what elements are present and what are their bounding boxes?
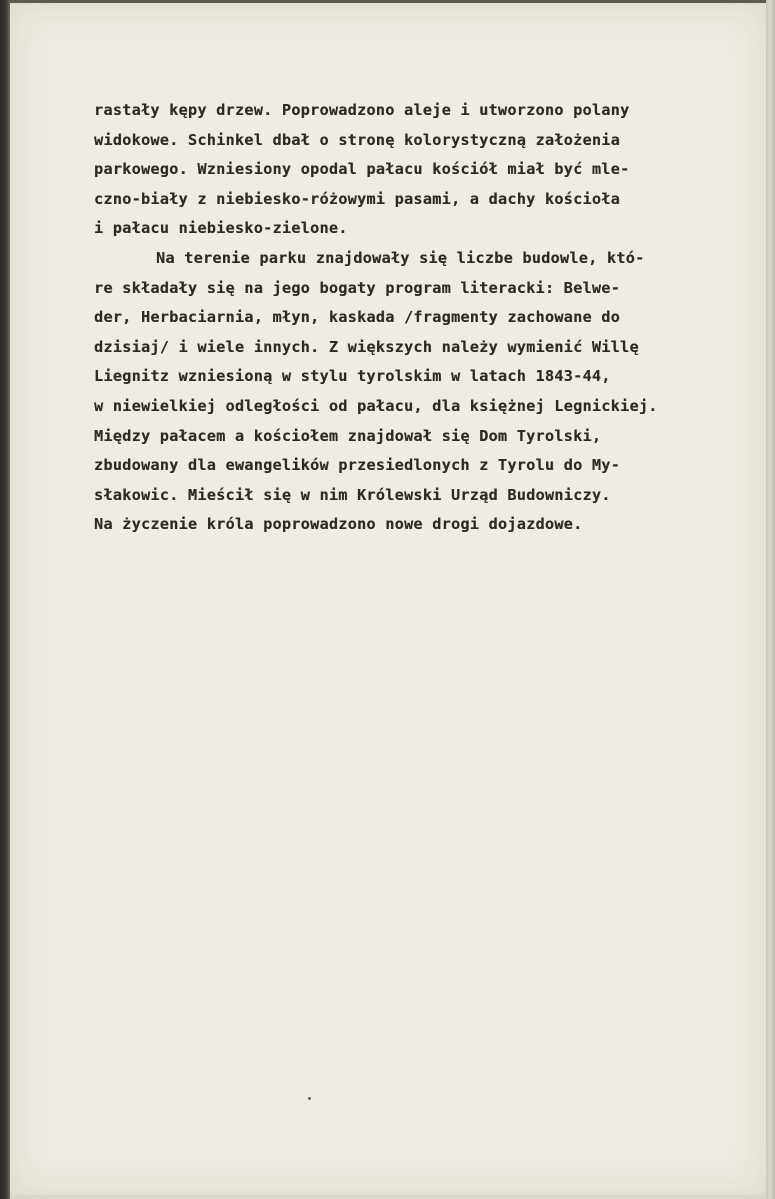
text-line: dzisiaj/ i wiele innych. Z większych należy wymienić Willę [94,337,639,356]
text-line: rastały kępy drzew. Poprowadzono aleje i utworzono polany [94,101,630,119]
text-line: re składały się na jego bogaty program literacki: Belwe- [94,278,621,297]
scanner-edge-left [0,0,10,1199]
page-stack-edge [766,0,775,1199]
typewritten-text [94,96,734,540]
text-line: zbudowany dla ewangelików przesiedlonych z Tyrolu do My- [94,456,621,475]
text-line: Między pałacem a kościołem znajdował się Dom Tyrolski, [94,426,602,445]
text-line: Liegnitz wzniesioną w stylu tyrolskim w latach 1843-44, [94,367,611,386]
text-line-indented: Na terenie parku znajdowały się liczbe budowle, któ- [156,248,645,267]
text-line: czno-biały z niebiesko-różowymi pasami, a dachy kościoła [94,189,621,208]
text-line: słakowic. Mieścił się w nim Królewski Urząd Budowniczy. [94,485,611,504]
text-line: der, Herbaciarnia, młyn, kaskada /fragmenty zachowane do [94,308,621,327]
paper-speck [308,1097,311,1100]
text-line: parkowego. Wzniesiony opodal pałacu kościół miał być mle- [94,160,630,179]
text-line: i pałacu niebiesko-zielone. [94,219,348,238]
text-line: w niewielkiej odległości od pałacu, dla księżnej Legnickiej. [94,396,658,415]
text-line: widokowe. Schinkel dbał o stronę kolorystyczną założenia [94,130,621,149]
text-line: Na życzenie króla poprowadzono nowe drogi dojazdowe. [94,515,583,534]
